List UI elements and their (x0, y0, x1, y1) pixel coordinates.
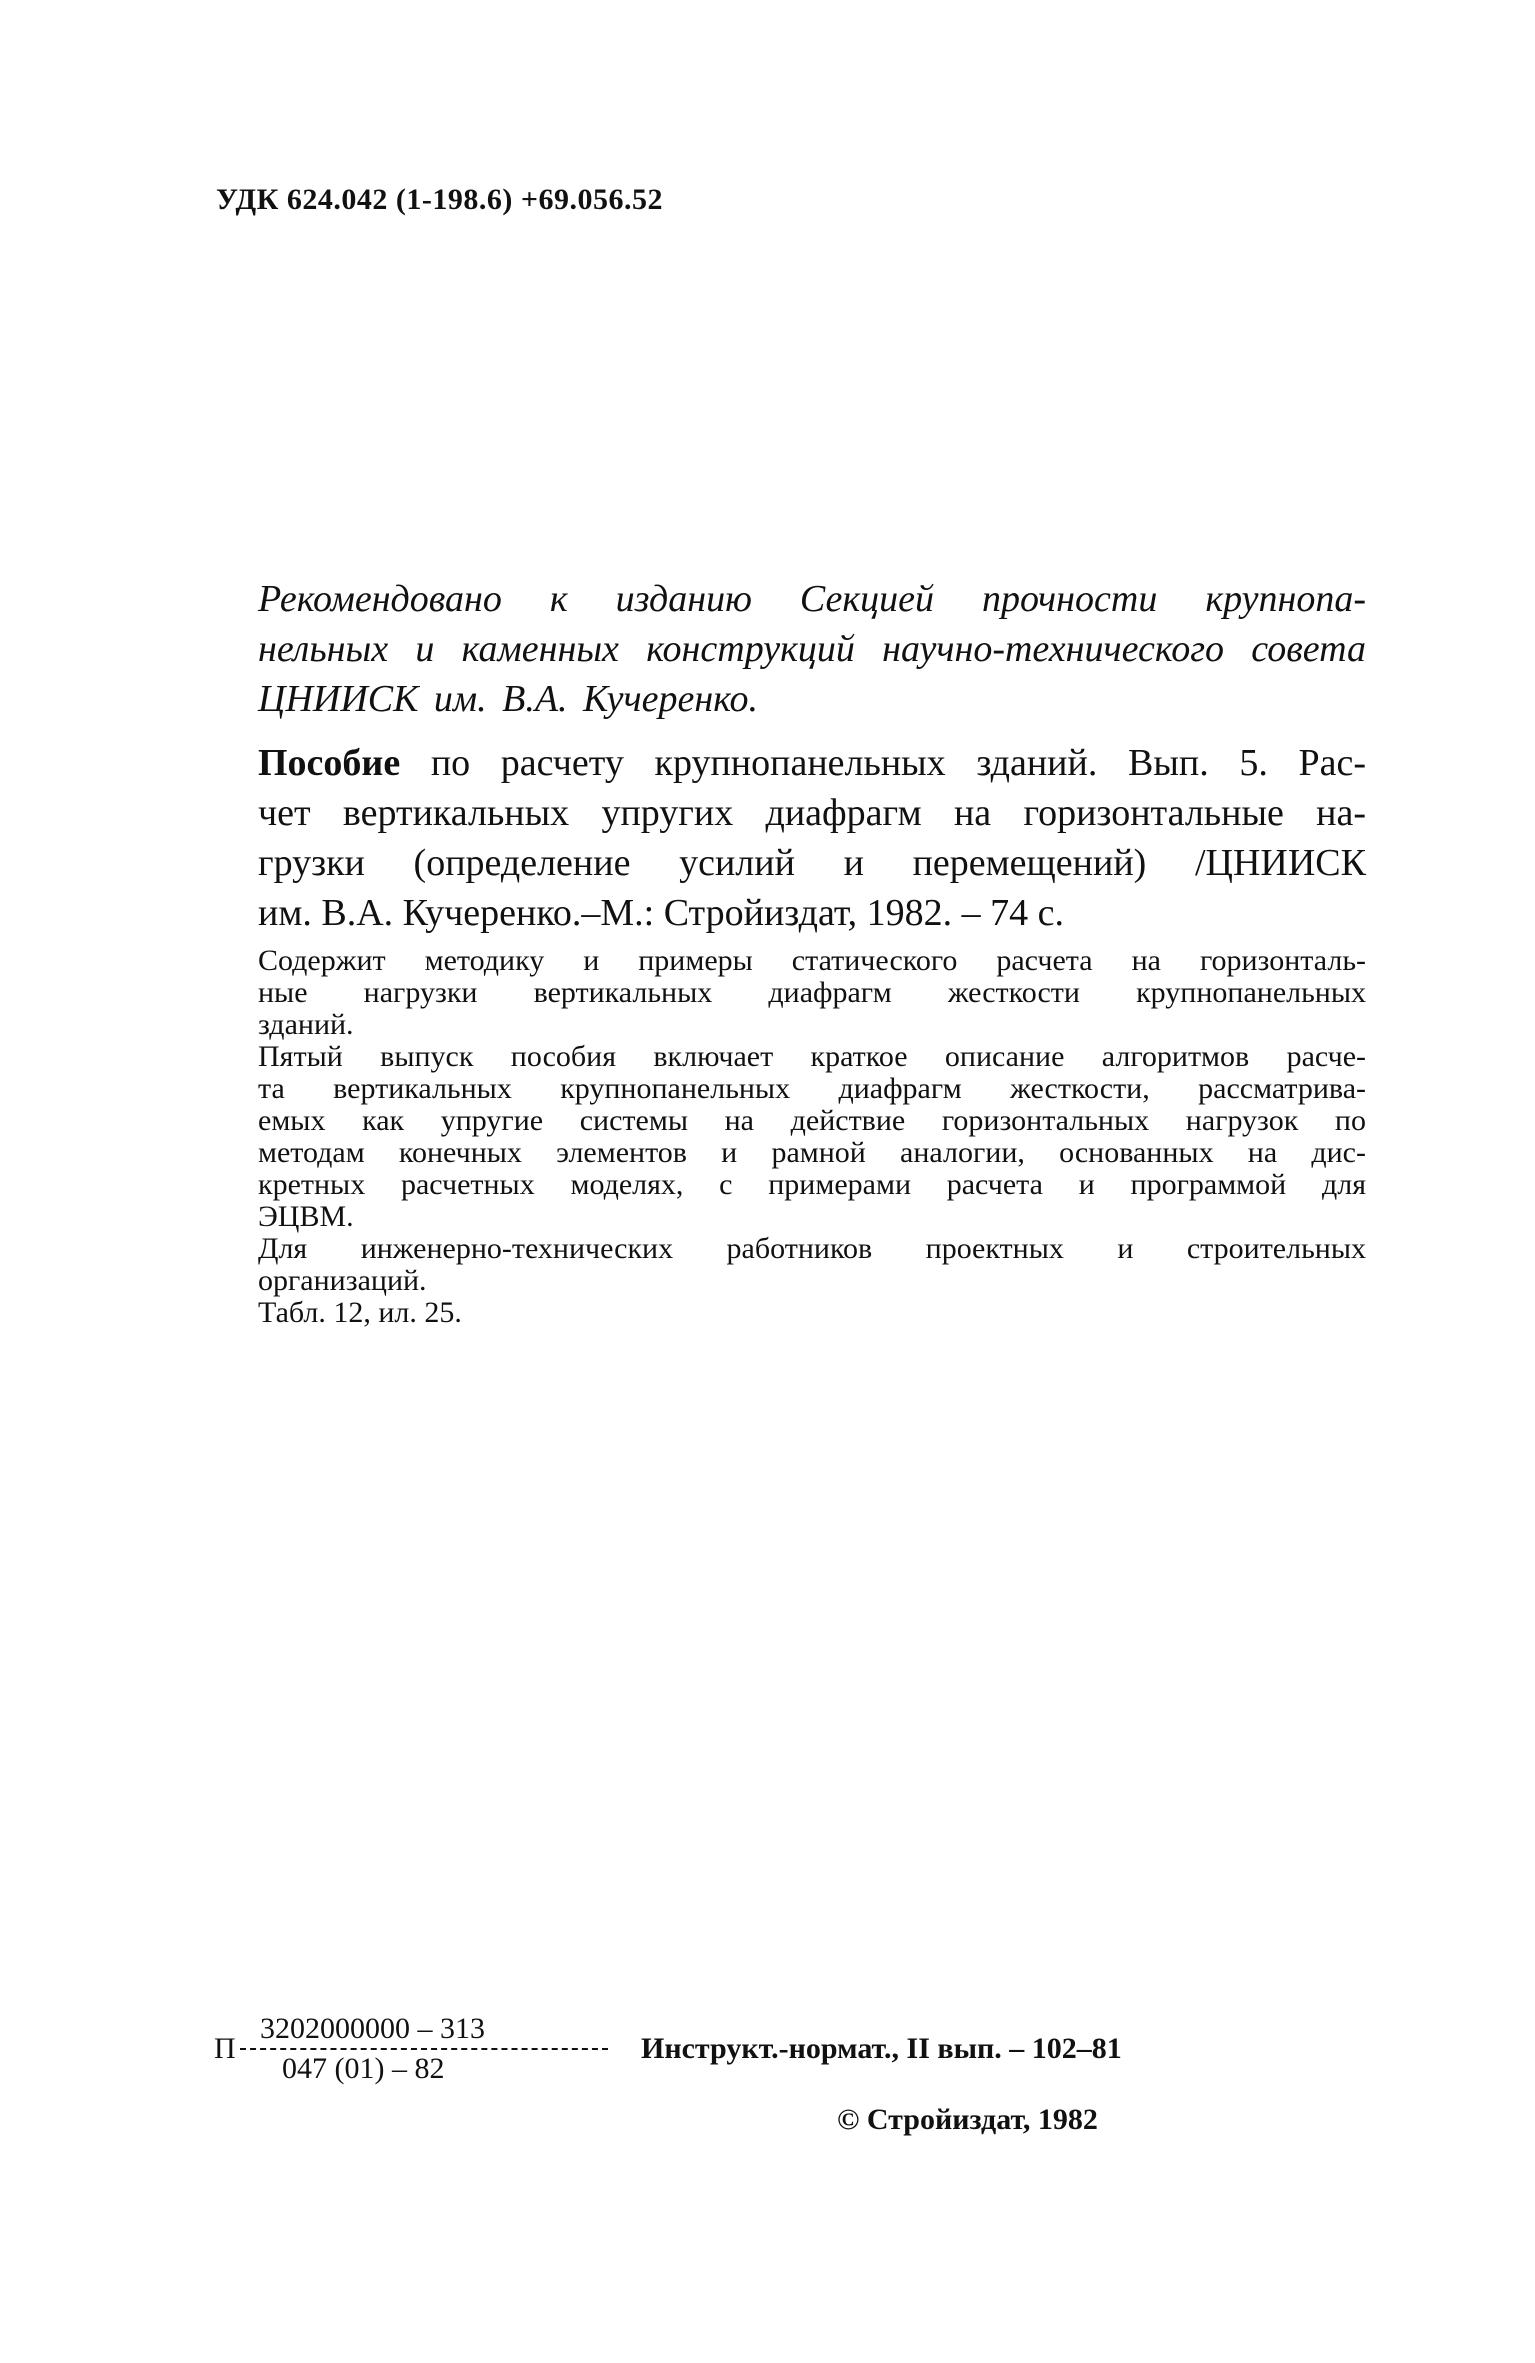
abstract-line: та вертикальных крупнопанельных диафрагм жесткости, рассматрива- (258, 1072, 1366, 1105)
biblio-line: им. В.А. Кучеренко.–М.: Стройиздат, 1982. – 74 с. (258, 892, 1064, 934)
publication-code-denominator: 047 (01) – 82 (282, 2052, 445, 2085)
abstract-line: Пятый выпуск пособия включает краткое описание алгоритмов расче- (258, 1040, 1366, 1073)
biblio-line (258, 738, 1366, 788)
publication-code-numerator: 3202000000 – 313 (260, 2012, 485, 2045)
abstract-line: ЭЦВМ. (258, 1200, 354, 1233)
bibliographic-description (258, 738, 1366, 938)
biblio-line-rest: по расчету крупнопанельных зданий. Вып. 5. Рас- (400, 742, 1366, 784)
biblio-title-word: Пособие (258, 742, 401, 784)
abstract-line: Содержит методику и примеры статического расчета на горизонталь- (258, 944, 1366, 977)
abstract-line: зданий. (258, 1008, 354, 1041)
abstract-line: Для инженерно-технических работников проектных и строительных (258, 1232, 1366, 1265)
biblio-line: грузки (определение усилий и перемещений) /ЦНИИСК (258, 842, 1366, 884)
recommendation-line: Рекомендовано к изданию Секцией прочности крупнопа- (258, 578, 1366, 620)
biblio-line: чет вертикальных упругих диафрагм на горизонтальные на- (258, 792, 1366, 834)
recommendation-line: ЦНИИСК им. В.А. Кучеренко. (258, 678, 759, 720)
recommendation-note (258, 574, 1366, 724)
abstract-line: емых как упругие системы на действие горизонтальных нагрузок по (258, 1104, 1366, 1137)
publication-code (214, 2012, 634, 2092)
abstract-line: Табл. 12, ил. 25. (258, 1296, 462, 1329)
udk-code: УДК 624.042 (1-198.6) +69.056.52 (216, 183, 663, 216)
abstract-line: организаций. (258, 1264, 427, 1297)
abstract (258, 945, 1366, 1329)
publication-code-letter: П (214, 2032, 236, 2065)
recommendation-line: нельных и каменных конструкций научно-технического совета (258, 628, 1366, 670)
abstract-line: методам конечных элементов и рамной аналогии, основанных на дис- (258, 1136, 1366, 1169)
fraction-divider (240, 2048, 608, 2050)
instruction-note: Инструкт.-нормат., II вып. – 102–81 (641, 2032, 1122, 2065)
abstract-line: кретных расчетных моделях, с примерами расчета и программой для (258, 1168, 1366, 1201)
abstract-line: ные нагрузки вертикальных диафрагм жесткости крупнопанельных (258, 976, 1366, 1009)
copyright-notice: © Стройиздат, 1982 (837, 2103, 1098, 2136)
